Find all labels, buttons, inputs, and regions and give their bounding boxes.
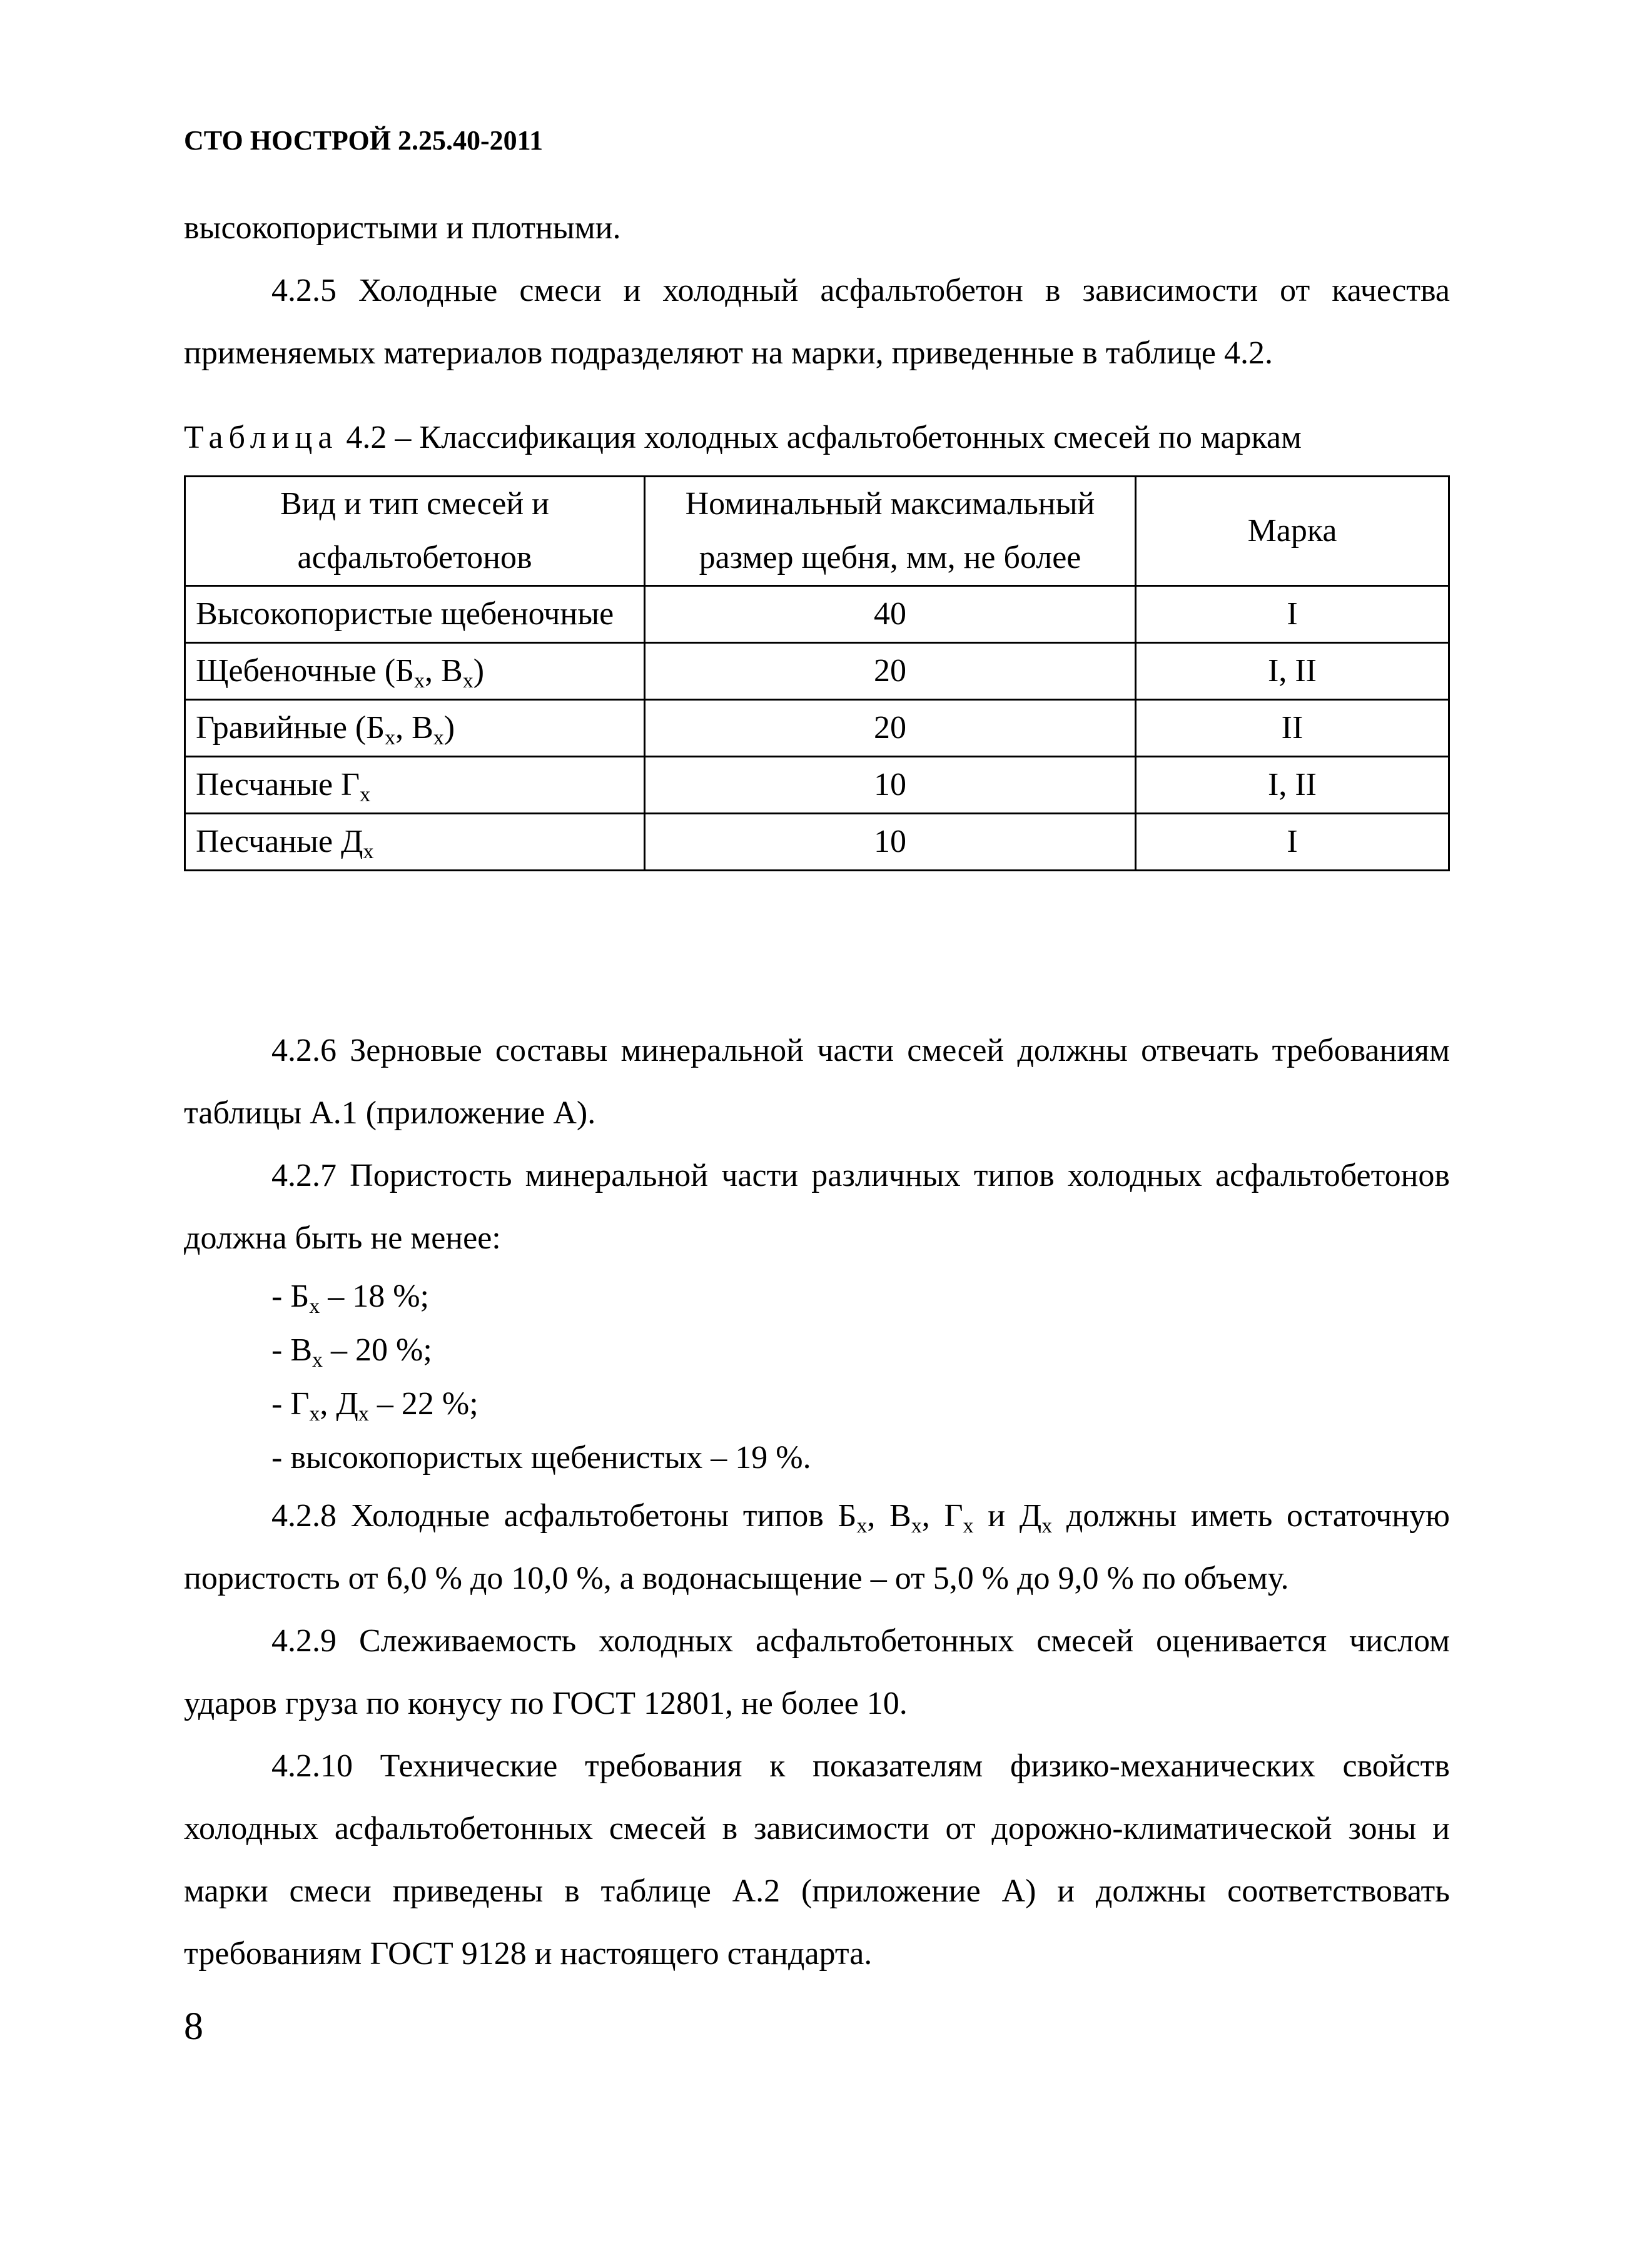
table-caption-dash: – (395, 420, 412, 455)
header-type: Вид и тип смесей и асфальтобетонов (185, 477, 645, 586)
document-header: СТО НОСТРОЙ 2.25.40-2011 (184, 125, 544, 156)
cell-type: Песчаные $Д_х$ (185, 814, 645, 871)
cell-size: 10 (645, 814, 1136, 871)
cell-grade: II (1136, 700, 1449, 757)
header-size: Номинальный максимальный размер щебня, мм, не более (645, 477, 1136, 586)
classification-table (184, 475, 1450, 871)
cell-size: 20 (645, 643, 1136, 700)
cell-size: 10 (645, 757, 1136, 814)
cell-type: Высокопористые щебеночные (185, 586, 645, 643)
list-item: - высокопористых щебенистых – 19 %. (271, 1440, 811, 1476)
table-caption-title: Классификация холодных асфальтобетонных смесей по маркам (419, 420, 1302, 455)
table-row (185, 586, 1449, 643)
cell-grade: I, II (1136, 643, 1449, 700)
cell-grade: I (1136, 586, 1449, 643)
list-item: - $Г_х$, $Д_х - 22$ %; (271, 1386, 478, 1425)
requirements-text (184, 1020, 1450, 1985)
paragraph-4-2-5: 4.2.5 Холодные смеси и холодный асфальтобетон в зависимости от качества применяемых материалов подразделяют на марки, приведенные в таблице 4.2. (184, 273, 1450, 371)
page-number: 8 (184, 2005, 203, 2048)
paragraph-4-2-9: 4.2.9 Слеживаемость холодных асфальтобетонных смесей оценивается числом ударов груза по конусу по ГОСТ 12801, не более 10. (184, 1623, 1450, 1721)
list-item: - $Б_х - 18$ %; (271, 1278, 429, 1318)
table-row (185, 643, 1449, 700)
intro-text (184, 197, 1450, 385)
header-grade: Марка (1136, 477, 1449, 586)
cell-grade: I, II (1136, 757, 1449, 814)
table-row (185, 700, 1449, 757)
table-header-row (185, 477, 1449, 586)
paragraph-4-2-7: 4.2.7 Пористость минеральной части различных типов холодных асфальтобетонов должна быть не менее: (184, 1158, 1450, 1256)
list-item: - $В_х - 20$ %; (271, 1332, 432, 1372)
table-caption-number: 4.2 (346, 420, 387, 455)
cell-size: 40 (645, 586, 1136, 643)
cell-size: 20 (645, 700, 1136, 757)
table-row (185, 814, 1449, 871)
continuation-paragraph: высокопористыми и плотными. (184, 210, 621, 246)
cell-grade: I (1136, 814, 1449, 871)
paragraph-4-2-6: 4.2.6 Зерновые составы минеральной части смесей должны отвечать требованиям таблицы А.1 (приложение А). (184, 1033, 1450, 1131)
cell-type: Гравийные ($Б_х$, $В_х$) (185, 700, 645, 757)
table-caption-label: Таблица (184, 420, 338, 455)
cell-type: Щебеночные ($Б_х$, $В_х$) (185, 643, 645, 700)
table-caption (184, 413, 1450, 463)
table-row (185, 757, 1449, 814)
paragraph-4-2-10: 4.2.10 Технические требования к показателям физико-механических свойств холодных асфальтобетонных смесей в зависимости от дорожно-климатической зоны и марки смеси приведены в таблице А.2 (приложение А) и должны соответствовать требованиям ГОСТ 9128 и настоящего стандарта. (184, 1748, 1450, 1972)
paragraph-4-2-8: 4.2.8 Холодные асфальтобетоны типов $Б_х$, $В_х$, $Г_х$ и $Д_х$ должны иметь остаточную пористость от 6,0 % до 10,0 %, а водонасыщение – от 5,0 % до 9,0 % по объему. (184, 1498, 1450, 1596)
cell-type: Песчаные $Г_х$ (185, 757, 645, 814)
